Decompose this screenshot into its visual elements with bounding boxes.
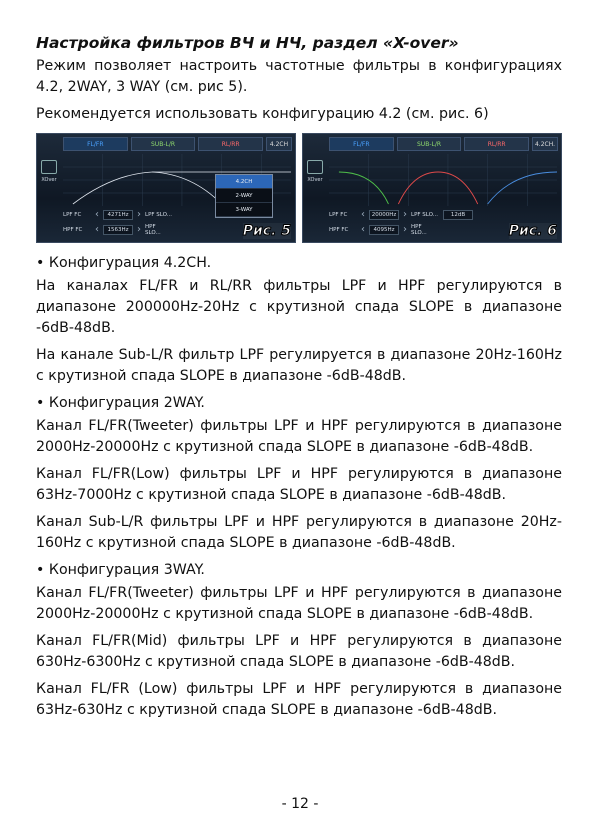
paragraph: Канал FL/FR(Low) фильтры LPF и HPF регулируются в диапазоне 63Hz-7000Hz с крутизной спада SLOPE в диапазоне -6dB-48dB. — [36, 466, 562, 503]
chevron-left-icon: ‹ — [95, 208, 99, 220]
tab-sub-lr: SUB-L/R — [131, 137, 196, 151]
chevron-right-icon: › — [403, 223, 407, 235]
paragraph: Канал FL/FR(Mid) фильтры LPF и HPF регулируются в диапазоне 630Hz-6300Hz с крутизной спада SLOPE в диапазоне -6dB-48dB. — [36, 633, 562, 670]
tab-config: 4.2CH — [266, 137, 292, 151]
chevron-left-icon: ‹ — [361, 223, 365, 235]
dropdown-option-3-way: 3-WAY — [216, 203, 272, 217]
paragraph: Канал Sub-L/R фильтры LPF и HPF регулируются в диапазоне 20Hz-160Hz с крутизной спада SLOPE в диапазоне -6dB-48dB. — [36, 514, 562, 551]
chevron-left-icon: ‹ — [95, 223, 99, 235]
manual-page — [36, 32, 562, 727]
filter-response-graph — [329, 154, 557, 206]
paragraph: Канал FL/FR (Low) фильтры LPF и HPF регулируются в диапазоне 63Hz-630Hz с крутизной спада SLOPE в диапазоне -6dB-48dB. — [36, 681, 562, 718]
figures-row — [36, 133, 562, 243]
chevron-right-icon: › — [403, 208, 407, 220]
page-number: - 12 - — [281, 796, 319, 812]
hpf-slope-label: HPF SLO... — [411, 223, 427, 236]
lpf-slope-label: LPF SLO... — [145, 211, 173, 218]
xover-side-button — [305, 154, 325, 214]
xover-side-button — [39, 154, 59, 214]
hpf-slope-label: HPF SLO... — [145, 223, 161, 236]
xover-label: XOver — [307, 177, 323, 183]
paragraph: На каналах FL/FR и RL/RR фильтры LPF и HPF регулируются в диапазоне 200000Hz-20Hz с крутизной спада SLOPE в диапазоне -6dB-48dB. — [36, 278, 562, 336]
figure-6-screenshot — [302, 133, 562, 243]
page-title: Настройка фильтров ВЧ и НЧ, раздел «X-over» — [36, 34, 459, 52]
paragraph: На канале Sub-L/R фильтр LPF регулируется в диапазоне 20Hz-160Hz с крутизной спада SLOPE в диапазоне -6dB-48dB. — [36, 347, 562, 384]
channel-tabs — [329, 137, 558, 151]
tab-rl-rr: RL/RR — [198, 137, 263, 151]
xover-icon — [307, 160, 323, 174]
figure-5-caption: Рис. 5 — [242, 223, 291, 239]
dropdown-option-2-way: 2-WAY — [216, 189, 272, 203]
recommend-paragraph: Рекомендуется использовать конфигурацию 4.2 (см. рис. 6) — [36, 106, 489, 122]
paragraph: Канал FL/FR(Tweeter) фильтры LPF и HPF регулируются в диапазоне 2000Hz-20000Hz с крутизной спада SLOPE в диапазоне -6dB-48dB. — [36, 585, 562, 622]
hpf-fc-value: 4095Hz — [369, 225, 399, 235]
dropdown-option-4-2ch: 4.2CH — [216, 175, 272, 189]
chevron-left-icon: ‹ — [361, 208, 365, 220]
figure-6-caption: Рис. 6 — [508, 223, 557, 239]
lpf-fc-label: LPF FC — [329, 211, 348, 218]
section-heading-3way: • Конфигурация 3WAY. — [36, 562, 205, 578]
figure-5-screenshot — [36, 133, 296, 243]
channel-tabs — [63, 137, 292, 151]
section-heading-2way: • Конфигурация 2WAY. — [36, 395, 205, 411]
intro-paragraph: Режим позволяет настроить частотные фильтры в конфигурациях 4.2, 2WAY, 3 WAY (см. рис 5). — [36, 58, 562, 95]
chevron-right-icon: › — [137, 208, 141, 220]
xover-label: XOver — [41, 177, 57, 183]
paragraph: Канал FL/FR(Tweeter) фильтры LPF и HPF регулируются в диапазоне 2000Hz-20000Hz с крутизной спада SLOPE в диапазоне -6dB-48dB. — [36, 418, 562, 455]
tab-sub-lr: SUB-L/R — [397, 137, 462, 151]
lpf-fc-label: LPF FC — [63, 211, 82, 218]
lpf-fc-value: 20000Hz — [369, 210, 399, 220]
lpf-row — [329, 207, 557, 222]
hpf-fc-label: HPF FC — [329, 226, 349, 233]
lpf-fc-value: 4271Hz — [103, 210, 133, 220]
hpf-fc-label: HPF FC — [63, 226, 83, 233]
chevron-right-icon: › — [137, 223, 141, 235]
tab-config: 4.2CH. — [532, 137, 558, 151]
lpf-slope-value: 12dB — [443, 210, 473, 220]
lpf-slope-label: LPF SLO... — [411, 211, 439, 218]
config-dropdown — [215, 174, 273, 218]
tab-fl-fr: FL/FR — [63, 137, 128, 151]
xover-icon — [41, 160, 57, 174]
tab-rl-rr: RL/RR — [464, 137, 529, 151]
hpf-fc-value: 1563Hz — [103, 225, 133, 235]
response-curves — [329, 154, 557, 206]
section-heading-4-2ch: • Конфигурация 4.2CH. — [36, 255, 212, 271]
tab-fl-fr: FL/FR — [329, 137, 394, 151]
